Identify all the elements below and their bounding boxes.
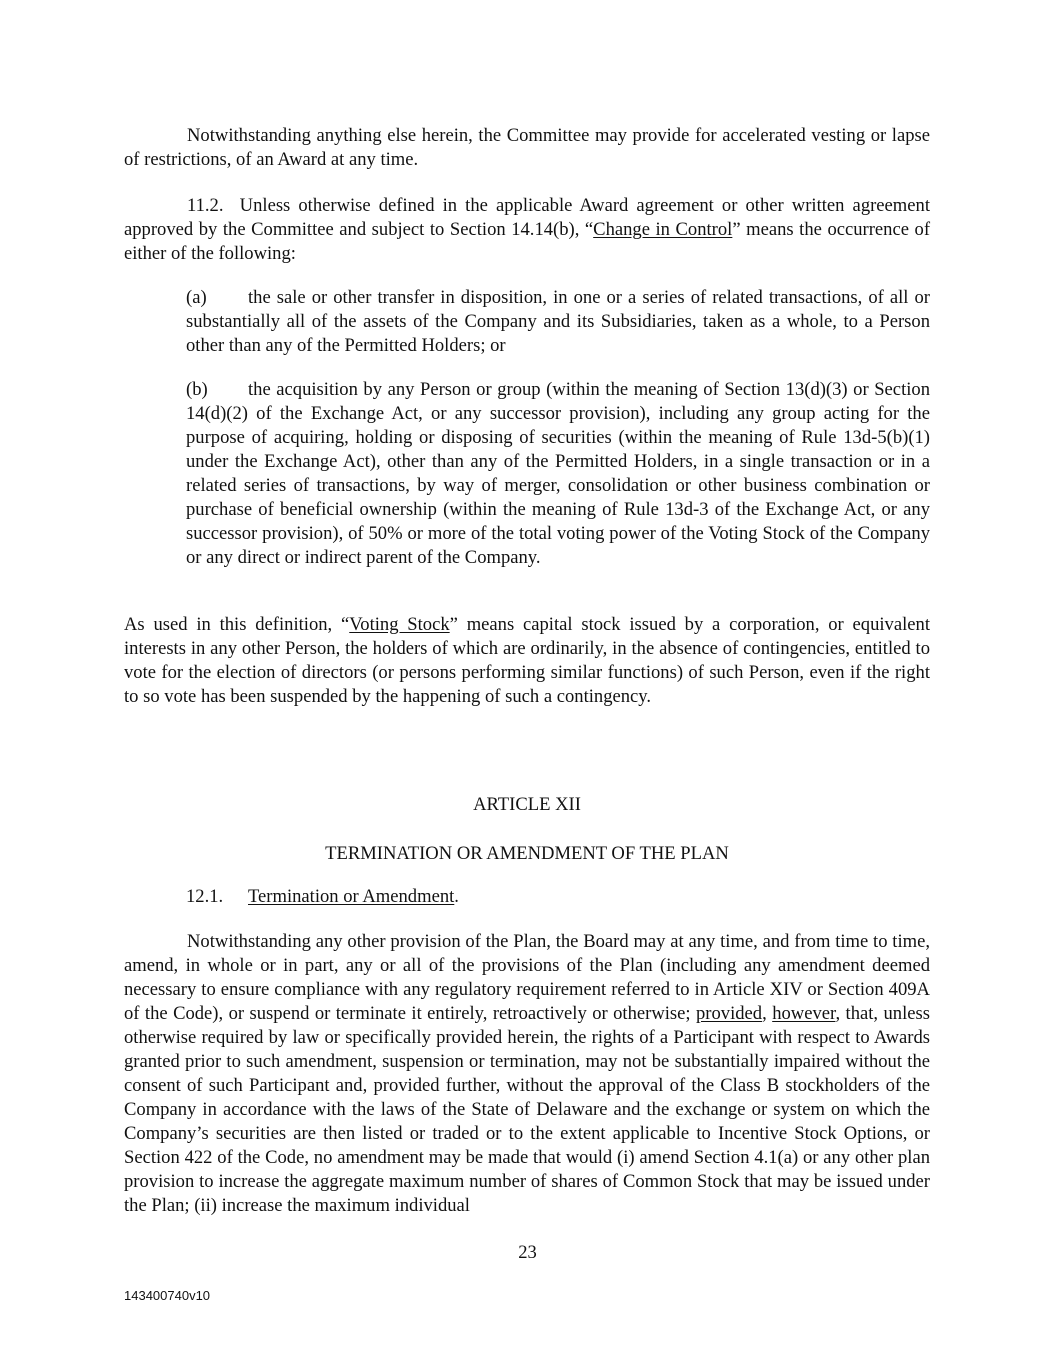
- paragraph-text: ” means the occurrence of either of the following:: [124, 219, 931, 264]
- paragraph-text: ” means capital stock issued by a corporation, or equivalent interests in any other Person, the holders of which are ordinarily, in the absence of contingencies, entitled to vote for the election of directors (or persons performing similar functions) of such Person, even if the right to so vote has been suspended by the happening of such a contingency.: [124, 614, 930, 707]
- page-number: 23: [518, 1242, 537, 1263]
- paragraph-text: ,: [762, 1003, 773, 1024]
- term-however: however: [772, 1003, 836, 1024]
- clause-label: (a): [186, 287, 207, 308]
- paragraph-text: Notwithstanding anything else herein, the Committee may provide for accelerated vesting or lapse of restrictions, of an Award at any time.: [124, 125, 930, 170]
- section-title-period: .: [454, 886, 459, 907]
- clause-label: (b): [186, 379, 208, 400]
- article-subtitle: TERMINATION OR AMENDMENT OF THE PLAN: [325, 843, 729, 864]
- clause-text: the acquisition by any Person or group (within the meaning of Section 13(d)(3) or Section 14(d)(2) of the Exchange Act, or any successor provision), including any group acting for the purpose of acquiring, holding or disposing of securities (within the meaning of Rule 13d-5(b)(1) under the Exchange Act), other than any of the Permitted Holders, in a single transaction or in a related series of transactions, by way of merger, consolidation or other business combination or purchase of beneficial ownership (within the meaning of Rule 13d-3 of the Exchange Act, or any successor provision), of 50% or more of the total voting power of the Voting Stock of the Company or any direct or indirect parent of the Company.: [186, 379, 930, 568]
- defined-term-change-in-control: Change in Control: [593, 219, 733, 240]
- paragraph-text: As used in this definition, “: [124, 614, 350, 635]
- paragraph-accelerated-vesting: [124, 124, 930, 172]
- clause-b: [186, 378, 930, 570]
- document-id: 143400740v10: [124, 1288, 211, 1303]
- clause-a: [186, 286, 930, 358]
- section-title: Termination or Amendment: [248, 886, 455, 907]
- paragraph-amendment: [124, 930, 930, 1218]
- paragraph-section-11-2: [124, 194, 930, 266]
- paragraph-text: 11.2. Unless otherwise defined in the applicable Award agreement or other written agreement approved by the Committee and subject to Section 14.14(b), “: [124, 195, 930, 240]
- defined-term-voting-stock: Voting Stock: [349, 614, 450, 635]
- paragraph-text: Notwithstanding any other provision of the Plan, the Board may at any time, and from time to time, amend, in whole or in part, any or all of the provisions of the Plan (including any amendment deemed necessary to ensure compliance with any regulatory requirement referred to in Article XIV or Section 409A of the Code), or suspend or terminate it entirely, retroactively or otherwise;: [124, 931, 930, 1024]
- term-provided: provided: [696, 1003, 763, 1024]
- clause-text: the sale or other transfer in disposition, in one or a series of related transactions, of all or substantially all of the assets of the Company and its Subsidiaries, taken as a whole, to a Person other than any of the Permitted Holders; or: [186, 287, 930, 356]
- paragraph-voting-stock-definition: [124, 613, 930, 709]
- paragraph-text: , that, unless otherwise required by law or specifically provided herein, the rights of a Participant with respect to Awards granted prior to such amendment, suspension or termination, may not be substantially impaired without the consent of such Participant and, provided further, without the approval of the Class B stockholders of the Company in accordance with the laws of the State of Delaware and the exchange or system on which the Company’s securities are then listed or traded or to the extent applicable to Incentive Stock Options, or Section 422 of the Code, no amendment may be made that would (i) amend Section 4.1(a) or any other plan provision to increase the aggregate maximum number of shares of Common Stock that may be issued under the Plan; (ii) increase the maximum individual: [124, 1003, 930, 1216]
- article-title: ARTICLE XII: [473, 794, 581, 815]
- section-number: 12.1.: [186, 886, 224, 907]
- section-heading-12-1: [186, 885, 459, 909]
